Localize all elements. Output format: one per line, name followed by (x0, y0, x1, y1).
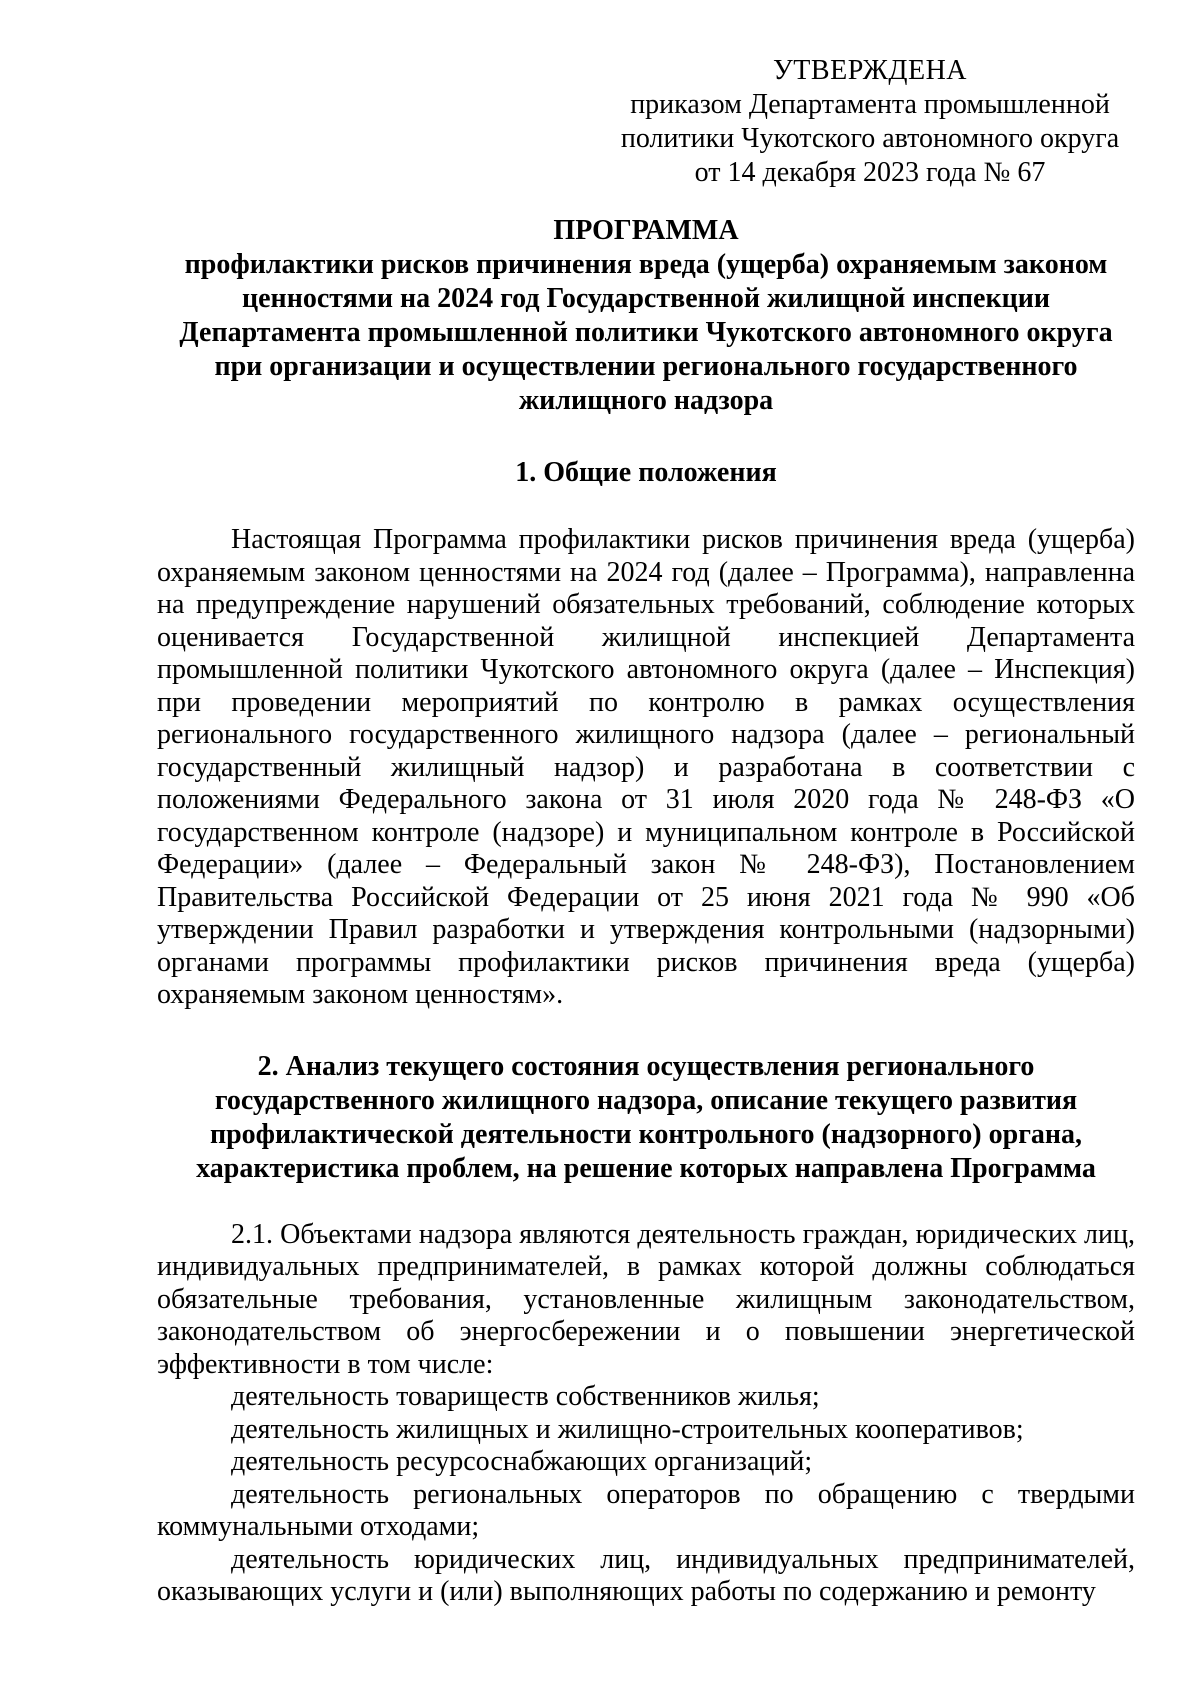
approval-line: политики Чукотского автономного округа (620, 123, 1120, 154)
list-item: деятельность товариществ собственников жилья; (231, 1381, 820, 1412)
title-heading: ПРОГРАММА (553, 215, 739, 246)
section-2-heading (157, 1050, 1135, 1186)
spacer (157, 1012, 1135, 1050)
approval-line: от 14 декабря 2023 года № 67 (694, 157, 1046, 188)
list-item: деятельность жилищных и жилищно-строительных кооперативов; (231, 1413, 1024, 1445)
section-2-paragraph-1: 2.1. Объектами надзора являются деятельность граждан, юридических лиц, индивидуальных предпринимателей, в рамках которой должны соблюдаться обязательные требования, установленные жилищным законодательством, законодательством об энергосбережении и о повышении энергетической эффективности в том числе: (157, 1218, 1135, 1380)
section-1-heading (157, 456, 1135, 490)
title-line: профилактики рисков причинения вреда (ущерба) охраняемым законом (184, 249, 1108, 280)
document-body (157, 214, 1135, 1609)
list-item: деятельность юридических лиц, индивидуальных предпринимателей, оказывающих услуги и (или) выполняющих работы по содержанию и ремонту (157, 1543, 1135, 1607)
approval-line: приказом Департамента промышленной (630, 89, 1110, 120)
section-2-heading-line: государственного жилищного надзора, описание текущего развития (214, 1084, 1078, 1116)
spacer (157, 1186, 1135, 1219)
title-line: жилищного надзора (518, 385, 774, 416)
title-line: Департамента промышленной политики Чукотского автономного округа (179, 317, 1113, 348)
section-2-heading-line: характеристика проблем, на решение которых направлена Программа (196, 1152, 1096, 1184)
list-item: деятельность ресурсоснабжающих организаций; (231, 1446, 813, 1477)
section-1-paragraph: Настоящая Программа профилактики рисков причинения вреда (ущерба) охраняемым законом ценностями на 2024 год (далее – Программа), направленна на предупреждение нарушений обязательных требований, соблюдение которых оценивается Государственной жилищной инспекцией Департамента промышленной политики Чукотского автономного округа (далее – Инспекция) при проведении мероприятий по контролю в рамках осуществления регионального государственного жилищного надзора (далее – региональный государственный жилищный надзор) и разработана в соответствии с положениями Федерального закона от 31 июля 2020 года № 248-ФЗ «О государственном контроле (надзоре) и муниципальном контроле в Российской Федерации» (далее – Федеральный закон № 248-ФЗ), Постановлением Правительства Российской Федерации от 25 июня 2021 года № 990 «Об утверждении Правил разработки и утверждения контрольными (надзорными) органами программы профилактики рисков причинения вреда (ущерба) охраняемым законом ценностям». (157, 524, 1135, 1010)
document-title (157, 214, 1135, 418)
title-line: при организации и осуществлении регионального государственного (214, 351, 1078, 382)
spacer (157, 490, 1135, 524)
list-item: деятельность региональных операторов по обращению с твердыми коммунальными отходами; (157, 1478, 1135, 1542)
title-line: ценностями на 2024 год Государственной жилищной инспекции (242, 283, 1050, 314)
approval-stamp (600, 54, 1140, 190)
spacer (157, 418, 1135, 456)
approval-word: УТВЕРЖДЕНА (772, 55, 968, 86)
section-2-heading-line: 2. Анализ текущего состояния осуществления регионального (257, 1050, 1035, 1082)
section-2-heading-line: профилактической деятельности контрольного (надзорного) органа, (209, 1118, 1083, 1150)
section-1-heading-text: 1. Общие положения (515, 457, 777, 488)
